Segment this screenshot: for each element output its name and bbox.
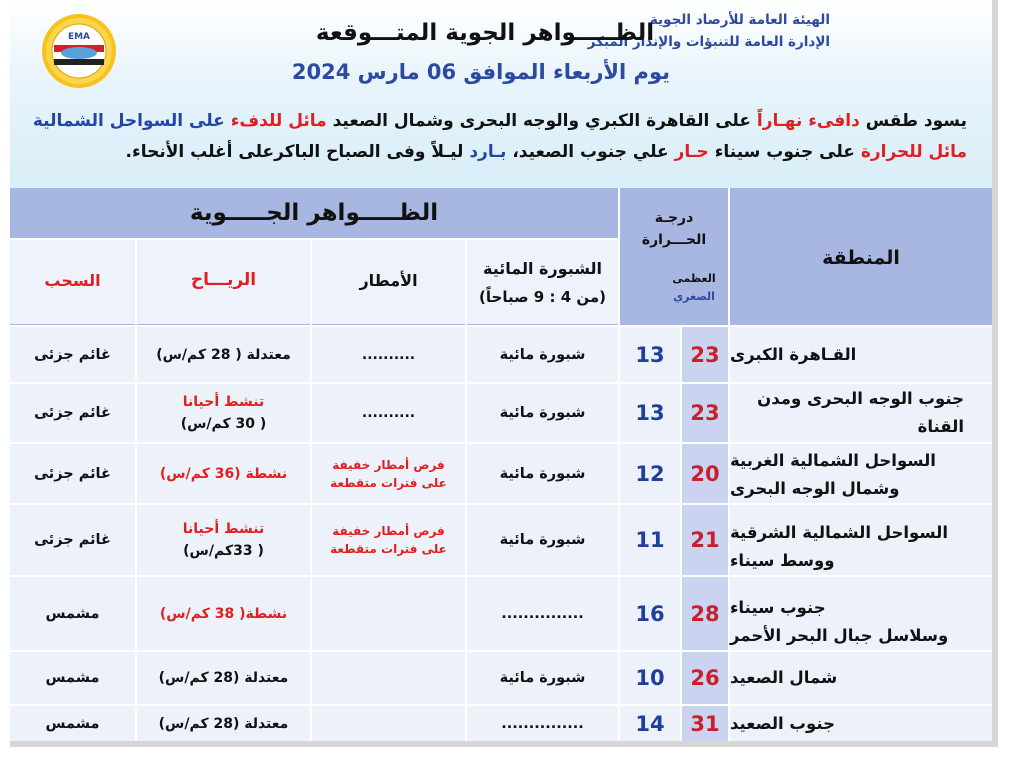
intro-text: على جنوب سيناء [708,142,861,162]
rain-text: على فترات متقطعة [330,542,447,556]
rain-text: على فترات متقطعة [330,475,447,490]
temp-max-cell: 26 [690,666,720,690]
region-cell: شمال الصعيد [730,668,838,687]
forecast-date: يوم الأربعاء الموافق 06 مارس 2024 [291,60,670,84]
region-line: وسلاسل جبال البحر الأحمر [730,626,949,645]
dew-cell: ............... [501,605,584,622]
temp-min-cell: 13 [635,342,665,367]
rain-cell [312,706,465,741]
region-line: السواحل الشمالية الشرقية [730,523,949,542]
region-header: المنطقة [822,246,900,269]
logo-text: EMA [67,32,91,42]
wind-speed: ( 30 كم/س) [180,416,267,432]
intro-highlight: دافىء نهـاراً [756,111,860,131]
rain-text: فرص أمطار خفيفة [332,457,445,472]
intro-text: علي جنوب الصعيد، [506,142,675,162]
cloud-cell: مشمس [45,670,100,686]
region-line: جنوب سيناء [730,598,826,617]
cloud-header: السحب [44,270,101,290]
phenomena-header: الظـــــواهر الجـــــوية [189,200,439,226]
dew-header: الشبورة المائية [482,258,603,278]
rain-cell [312,505,465,575]
temp-min-cell: 10 [635,666,665,690]
region-line: السواحل الشمالية الغربية [730,451,936,470]
rain-cell [312,652,465,704]
temp-min-cell: 13 [635,401,665,425]
cloud-cell: مشمس [45,715,100,732]
cloud-cell: غائم جزئى [34,405,111,421]
dew-cell: شبورة مائية [499,532,586,548]
temp-max-label: العظمى [672,271,716,285]
wind-text: نشطة( 38 كم/س) [159,605,288,622]
region-cell: جنوب الوجه البحرى ومدن القناة [757,389,964,436]
intro-highlight: بـارد [469,142,507,162]
intro-text: على القاهرة الكبري والوجه البحرى وشمال الصعيد [326,111,757,131]
cloud-cell: مشمس [45,605,100,622]
dew-cell: شبورة مائية [499,405,586,421]
cloud-cell: غائم جزئى [34,532,111,548]
rain-cell [312,444,465,503]
wind-cell [137,577,310,650]
wind-text: تنشط أحيانا [182,521,265,537]
dew-cell: شبورة مائية [499,670,586,686]
rain-cell: .......... [361,346,416,363]
temp-min-label: الصغري [673,289,715,303]
temp-max-cell: 21 [690,528,720,552]
page-title: الظـــــواهر الجوية المتـــوقعة [315,20,655,46]
rain-cell [312,577,465,650]
wind-cell [137,652,310,704]
region-cell [730,577,992,650]
wind-text: معتدلة ( 28 كم/س) [156,346,291,363]
cloud-cell: غائم جزئى [34,465,111,482]
region-cell: جنوب الصعيد [730,713,835,733]
intro-text: ليـلاً وفى الصباح الباكرعلى أغلب الأنحاء. [125,142,470,162]
intro-highlight: مائل للحرارة [860,142,967,162]
region-line: وشمال الوجه البحرى [730,479,900,498]
rain-text: فرص أمطار خفيفة [332,524,445,538]
dew-cell: شبورة مائية [499,346,586,363]
intro-text: على السواحل الشمالية [32,111,231,131]
temp-max-cell: 28 [690,601,720,626]
temp-min-cell: 16 [635,601,665,626]
ema-logo-icon [40,12,118,90]
organization-name: الهيئة العامة للأرصاد الجوية [649,12,830,28]
region-cell [730,444,992,503]
wind-cell [137,384,310,442]
wind-cell [137,444,310,503]
sheet-shadow-bottom [10,741,998,747]
region-cell: القـاهرة الكبرى [730,344,857,364]
wind-text: تنشط أحيانا [182,394,265,410]
wind-cell [137,505,310,575]
intro-highlight: مائل للدفء [230,111,327,131]
temp-max-cell: 23 [690,401,720,425]
temp-max-cell: 23 [690,342,720,367]
intro-highlight: حـار [674,142,709,162]
dew-cell: شبورة مائية [499,465,586,482]
department-name: الإدارة العامة للتنبؤات والإنذار المبكر [587,34,830,50]
temp-min-cell: 14 [635,711,665,736]
dew-cell: ............... [501,715,584,732]
wind-text: معتدلة (28 كم/س) [158,715,289,732]
temp-min-cell: 11 [635,528,665,552]
wind-speed: ( 33كم/س) [183,543,264,559]
temp-min-cell: 12 [635,461,665,486]
wind-text: معتدلة (28 كم/س) [158,670,289,686]
grid-line [10,238,618,240]
cloud-cell: غائم جزئى [34,346,111,363]
temp-max-cell: 31 [690,711,720,736]
region-line: ووسط سيناء [730,551,835,570]
wind-cell [137,706,310,741]
wind-header: الريـــاح [190,270,257,290]
intro-text: يسود طقس [859,111,967,131]
temp-max-cell: 20 [690,461,720,486]
wind-cell [137,327,310,382]
rain-cell: .......... [361,405,416,421]
rain-header: الأمطار [359,270,418,290]
region-cell [730,505,992,575]
dew-header-hours: (من 4 : 9 صباحاً) [479,288,606,306]
sheet-shadow [992,0,998,745]
intro-line-1 [33,111,967,131]
intro-line-2 [126,142,967,162]
wind-text: نشطة (36 كم/س) [159,465,288,482]
temperature-header: درجـة الحـــرارة [641,210,707,248]
